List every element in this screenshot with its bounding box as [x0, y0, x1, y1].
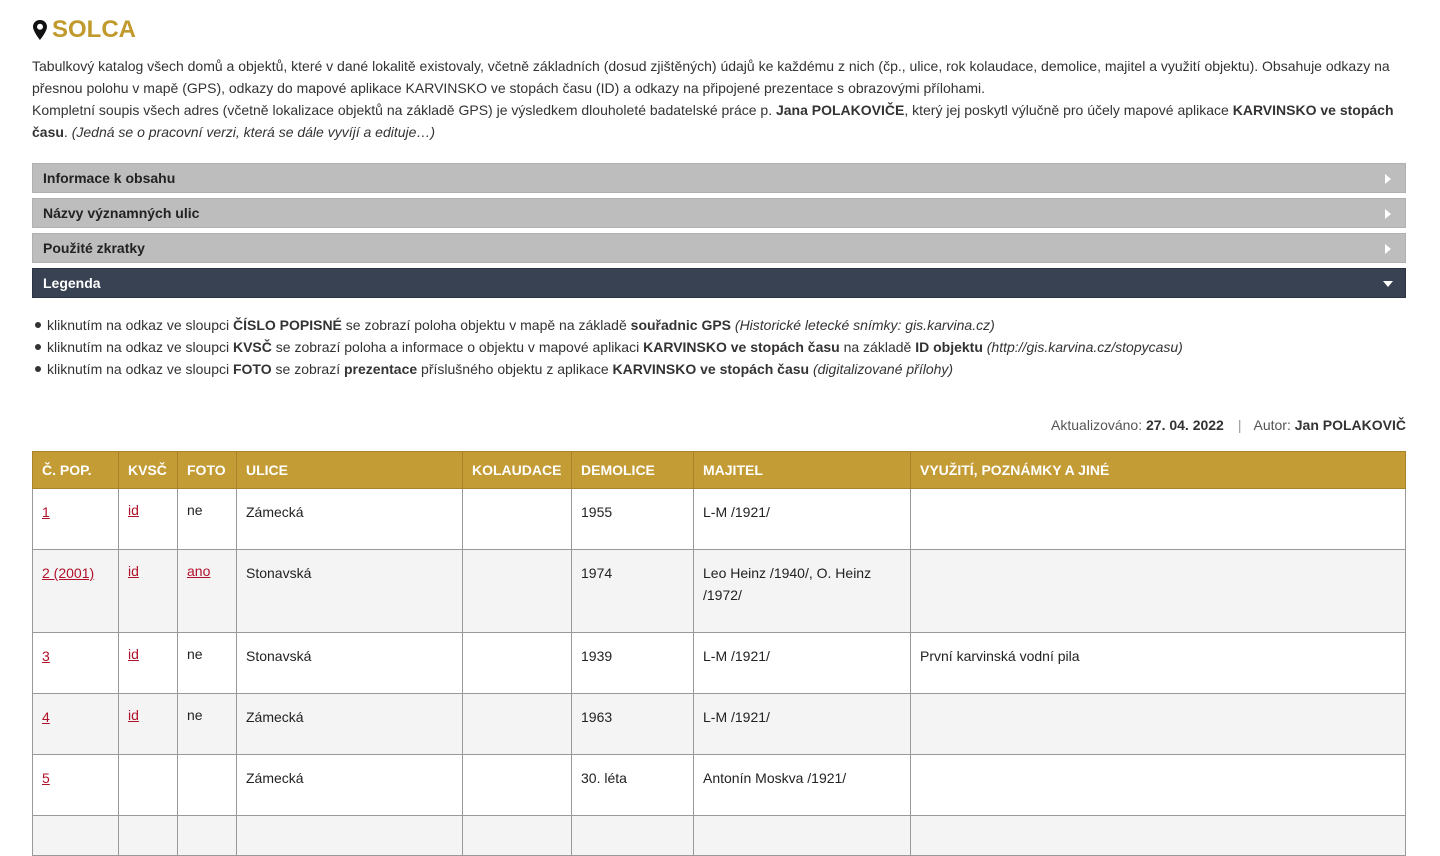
- cell-demolice: 1974: [572, 550, 694, 633]
- column-header-kvsc[interactable]: KVSČ: [119, 452, 178, 489]
- page-title: SOLCA: [52, 16, 136, 43]
- page: [32, 0, 1406, 856]
- accordion-legenda[interactable]: [32, 268, 1406, 298]
- cp-link[interactable]: 5: [42, 770, 50, 786]
- caret-right-icon: [1385, 209, 1391, 219]
- cell-majitel: Leo Heinz /1940/, O. Heinz /1972/: [694, 550, 911, 633]
- cell-ulice: Zámecká: [237, 694, 463, 755]
- legend-bold: KARVINSKO ve stopách času: [643, 339, 840, 355]
- legend-bold: FOTO: [232, 361, 272, 377]
- legend-text: se zobrazí: [271, 361, 344, 377]
- foto-link[interactable]: ano: [187, 563, 211, 579]
- updated-label: Aktualizováno:: [1051, 417, 1146, 433]
- cell-poznamky: [911, 489, 1406, 550]
- cp-link[interactable]: 2 (2001): [42, 565, 95, 581]
- table-row: [33, 633, 1406, 694]
- update-info: [32, 417, 1406, 437]
- foto-value: ne: [187, 646, 203, 662]
- cell-empty: [572, 816, 694, 856]
- cell-demolice: 1939: [572, 633, 694, 694]
- legend-note: (digitalizované přílohy): [812, 361, 954, 377]
- cp-link[interactable]: 3: [42, 648, 50, 664]
- cell-cp: [33, 489, 119, 550]
- cell-kolaudace: [463, 633, 572, 694]
- legend-text: se zobrazí poloha a informace o objektu v mapové aplikaci: [271, 339, 644, 355]
- intro-text-part: .: [63, 124, 72, 140]
- cell-kvsc: [119, 694, 178, 755]
- cell-majitel: L-M /1921/: [694, 489, 911, 550]
- cell-kolaudace: [463, 694, 572, 755]
- accordion-label: Názvy významných ulic: [43, 205, 200, 221]
- table-row: [33, 694, 1406, 755]
- cell-kvsc: [119, 633, 178, 694]
- cell-kvsc: [119, 489, 178, 550]
- table-header-row: [33, 452, 1406, 489]
- cell-poznamky: [911, 550, 1406, 633]
- cell-cp: [33, 755, 119, 816]
- cp-link[interactable]: 4: [42, 709, 50, 725]
- author-label: Autor:: [1253, 417, 1295, 433]
- intro-text-part: , který jej poskytl výlučně pro účely mapové aplikace: [904, 102, 1233, 118]
- cell-empty: [237, 816, 463, 856]
- column-header-ulice[interactable]: ULICE: [237, 452, 463, 489]
- legend-bold: KARVINSKO ve stopách času: [612, 361, 810, 377]
- legend-list: [32, 314, 1406, 380]
- cell-demolice: 1955: [572, 489, 694, 550]
- accordion-label: Použité zkratky: [43, 240, 145, 256]
- cell-empty: [33, 816, 119, 856]
- cell-cp: [33, 550, 119, 633]
- foto-value: ne: [187, 502, 203, 518]
- accordion-zkratky[interactable]: [32, 233, 1406, 263]
- cell-demolice: 1963: [572, 694, 694, 755]
- cell-ulice: Zámecká: [237, 755, 463, 816]
- legend-text: příslušného objektu z aplikace: [417, 361, 613, 377]
- cell-ulice: Zámecká: [237, 489, 463, 550]
- cell-kolaudace: [463, 755, 572, 816]
- cell-majitel: L-M /1921/: [694, 694, 911, 755]
- cell-poznamky: [911, 755, 1406, 816]
- cell-majitel: Antonín Moskva /1921/: [694, 755, 911, 816]
- cell-empty: [463, 816, 572, 856]
- cell-cp: [33, 694, 119, 755]
- cell-empty: [119, 816, 178, 856]
- legend-bold: KVSČ: [232, 339, 272, 355]
- caret-right-icon: [1385, 244, 1391, 254]
- column-header-demolice[interactable]: DEMOLICE: [572, 452, 694, 489]
- legend-text: kliknutím na odkaz ve sloupci: [47, 361, 233, 377]
- table-row: [33, 550, 1406, 633]
- cell-empty: [178, 816, 237, 856]
- cell-majitel: L-M /1921/: [694, 633, 911, 694]
- intro-text: [32, 55, 1406, 143]
- accordion-nazvy-ulic[interactable]: [32, 198, 1406, 228]
- cell-foto: [178, 489, 237, 550]
- cell-demolice: 30. léta: [572, 755, 694, 816]
- legend-bold: prezentace: [344, 361, 418, 377]
- foto-value: ne: [187, 707, 203, 723]
- legend-note: (http://gis.karvina.cz/stopycasu): [986, 339, 1183, 355]
- column-header-cp[interactable]: Č. POP.: [33, 452, 119, 489]
- updated-date: 27. 04. 2022: [1146, 417, 1224, 433]
- legend-item: [32, 314, 1406, 336]
- legend-text: kliknutím na odkaz ve sloupci: [47, 317, 233, 333]
- cell-kolaudace: [463, 550, 572, 633]
- cell-poznamky: [911, 694, 1406, 755]
- table-row: [33, 755, 1406, 816]
- legend-bold: souřadnic GPS: [630, 317, 732, 333]
- legend-note: (Historické letecké snímky: gis.karvina.cz): [734, 317, 995, 333]
- column-header-kolaudace[interactable]: KOLAUDACE: [463, 452, 572, 489]
- column-header-foto[interactable]: FOTO: [178, 452, 237, 489]
- kvsc-link[interactable]: id: [128, 563, 139, 579]
- kvsc-link[interactable]: id: [128, 502, 139, 518]
- column-header-vyuziti[interactable]: VYUŽITÍ, POZNÁMKY A JINÉ: [911, 452, 1406, 489]
- column-header-majitel[interactable]: MAJITEL: [694, 452, 911, 489]
- author-value: Jan POLAKOVIČ: [1294, 417, 1406, 433]
- kvsc-link[interactable]: id: [128, 646, 139, 662]
- intro-paragraph-1: Tabulkový katalog všech domů a objektů, které v dané lokalitě existovaly, včetně základních (dosud zjištěných) údajů ke každému z nich (čp., ulice, rok kolaudace, demolice, majitel a využití objektu). Obsahuje odkazy na přesnou polohu v mapě (GPS), odkazy do mapové aplikace KARVINSKO ve stopách času (ID) a odkazy na připojené prezentace s obrazovými přílohami.: [32, 58, 1390, 96]
- cell-foto: [178, 550, 237, 633]
- cell-kvsc: [119, 755, 178, 816]
- author-name: Jana POLAKOVIČE: [775, 102, 905, 118]
- intro-note: (Jedná se o pracovní verzi, která se dále vyvíjí a edituje…): [71, 124, 436, 140]
- buildings-table: [32, 451, 1406, 856]
- intro-text-part: Kompletní soupis všech adres (včetně lokalizace objektů na základě GPS) je výsledkem dlouholeté badatelské práce p.: [32, 102, 776, 118]
- title-row: [32, 16, 1406, 43]
- table-row: [33, 489, 1406, 550]
- intro-paragraph-2: [32, 99, 1406, 143]
- cell-foto: [178, 755, 237, 816]
- cell-kolaudace: [463, 489, 572, 550]
- caret-right-icon: [1385, 174, 1391, 184]
- legend-text: kliknutím na odkaz ve sloupci: [47, 339, 233, 355]
- cell-ulice: Stonavská: [237, 633, 463, 694]
- cell-kvsc: [119, 550, 178, 633]
- cell-empty: [694, 816, 911, 856]
- accordion-informace[interactable]: [32, 163, 1406, 193]
- legend-text: se zobrazí poloha objektu v mapě na základě: [341, 317, 631, 333]
- cell-empty: [911, 816, 1406, 856]
- cp-link[interactable]: 1: [42, 504, 50, 520]
- separator: |: [1237, 417, 1242, 433]
- cell-foto: [178, 633, 237, 694]
- accordion: [32, 163, 1406, 298]
- cell-ulice: Stonavská: [237, 550, 463, 633]
- map-marker-icon: [32, 20, 48, 40]
- caret-down-icon: [1383, 281, 1393, 287]
- legend-bold: ID objektu: [915, 339, 983, 355]
- legend-bold: ČÍSLO POPISNÉ: [232, 317, 342, 333]
- accordion-label: Informace k obsahu: [43, 170, 176, 186]
- accordion-label: Legenda: [43, 275, 101, 291]
- kvsc-link[interactable]: id: [128, 707, 139, 723]
- cell-poznamky: První karvinská vodní pila: [911, 633, 1406, 694]
- legend-text: na základě: [839, 339, 916, 355]
- table-row-partial: [33, 816, 1406, 856]
- legend-item: [32, 358, 1406, 380]
- cell-foto: [178, 694, 237, 755]
- cell-cp: [33, 633, 119, 694]
- legend-item: [32, 336, 1406, 358]
- app-name: KARVINSKO ve stopách času: [32, 102, 1394, 140]
